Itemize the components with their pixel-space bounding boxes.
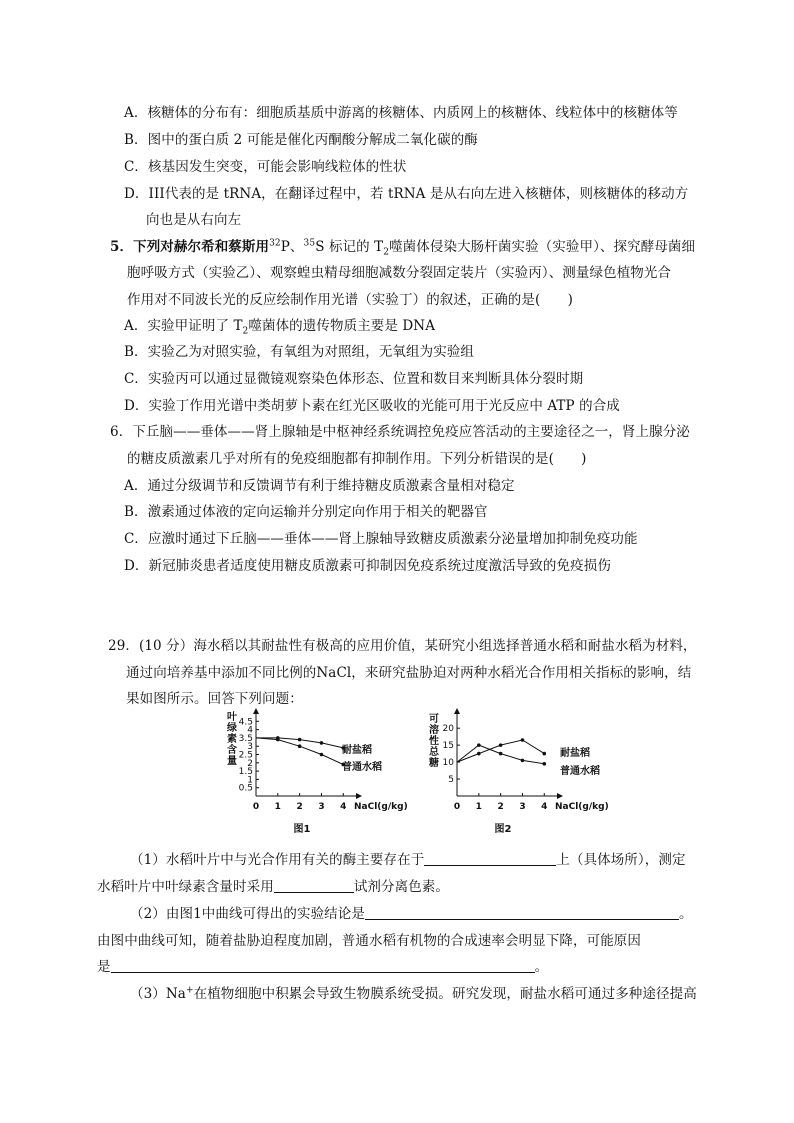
- data-point: [542, 762, 546, 766]
- q6-stem-line1: 6．下丘脑——垂体——肾上腺轴是中枢神经系统调控免疫应答活动的主要途径之一，肾上腺分泌: [110, 424, 690, 440]
- y-tick-label: 3.5: [238, 733, 253, 744]
- q29-part2-line1: [130, 904, 693, 924]
- q6-option-b: B．激素通过体液的定向运输并分别定向作用于相关的靶器官: [124, 504, 488, 520]
- data-point: [521, 738, 525, 742]
- q29-part1-c: 水稻叶片中叶绿素含量时采用: [97, 879, 274, 895]
- q6-option-c: C．应激时通过下丘脑——垂体——肾上腺轴导致糖皮质激素分泌量增加抑制免疫功能: [124, 531, 638, 547]
- x-tick-label: 2: [497, 802, 504, 812]
- q5-stem-b: P、: [280, 239, 304, 255]
- y-axis-label-char: 总: [429, 747, 439, 758]
- y-axis-label-char: 绿: [227, 723, 237, 734]
- q29-part1-d: 试剂分离色素。: [353, 879, 450, 895]
- q5-option-a-text: A．实验甲证明了 T: [124, 318, 243, 334]
- x-axis-label: NaCl(g/kg): [354, 802, 408, 812]
- y-axis-arrow: [253, 708, 259, 714]
- q4-option-d: D．III代表的是 tRNA，在翻译过程中，若 tRNA 是从右向左进入核糖体，则核糖体的移动方: [124, 186, 689, 202]
- sodium-charge-sup: +: [185, 985, 194, 996]
- q29-stem-line3: 果如图所示。回答下列问题：: [126, 691, 303, 707]
- q29-part2-e: 。: [534, 959, 549, 975]
- data-point: [477, 743, 481, 747]
- q4-option-a: A．核糖体的分布有：细胞质基质中游离的核糖体、内质网上的核糖体、线粒体中的核糖体等: [124, 105, 678, 121]
- answer-blank-4[interactable]: [111, 958, 535, 973]
- x-tick-label: 3: [519, 802, 526, 812]
- x-tick-label: 1: [274, 802, 281, 812]
- y-tick-label: 4: [247, 725, 253, 736]
- q29-part3-a: （3）Na: [130, 986, 186, 1002]
- q29-part1-line2: [97, 877, 449, 897]
- y-axis-arrow: [454, 708, 460, 714]
- q4-option-b: B．图中的蛋白质 2 可能是催化丙酮酸分解成二氧化碳的酶: [124, 132, 478, 148]
- y-tick-label: 5: [448, 775, 454, 786]
- series-label: 普通水稻: [342, 762, 382, 773]
- series-label: 普通水稻: [560, 766, 600, 777]
- y-axis-label-char: 素: [227, 734, 237, 745]
- q29-part1-b: 上（具体场所），测定: [556, 852, 686, 868]
- y-axis-label-char: 叶: [227, 712, 237, 723]
- answer-blank-1[interactable]: [424, 851, 556, 866]
- q29-part1-line1: [130, 850, 686, 870]
- q4-option-c: C．核基因发生突变，可能会影响线粒体的性状: [124, 159, 407, 175]
- series-line: [457, 740, 544, 762]
- q29-part3-b: 在植物细胞中积累会导致生物膜系统受损。研究发现，耐盐水稻可通过多种途径提高: [193, 986, 697, 1002]
- q29-stem-line2: 通过向培养基中添加不同比例的NaCl，来研究盐胁迫对两种水稻光合作用相关指标的影响，结: [126, 665, 692, 681]
- y-axis-label-char: 糖: [429, 758, 439, 769]
- y-tick-label: 0.5: [238, 783, 253, 794]
- figure-1-chart: [218, 708, 430, 838]
- data-point: [298, 738, 302, 742]
- series-label: 耐盐稻: [560, 748, 590, 759]
- q5-stem-c: S 标记的 T: [315, 239, 384, 255]
- data-point: [499, 743, 503, 747]
- figure-caption: 图1: [293, 824, 311, 835]
- x-tick-label: 0: [453, 802, 461, 812]
- figure-2-chart: [420, 708, 610, 838]
- q5-stem-d: 噬菌体侵染大肠杆菌实验（实验甲）、探究酵母菌细: [389, 239, 696, 255]
- y-tick-label: 1: [247, 775, 253, 786]
- q5-option-a: [124, 316, 435, 336]
- q29-part2-line2: 由图中曲线可知，随着盐胁迫程度加剧，普通水稻有机物的合成速率会明显下降，可能原因: [97, 933, 641, 949]
- answer-blank-2[interactable]: [274, 878, 354, 893]
- y-tick-label: 1.5: [238, 767, 253, 778]
- y-tick-label: 10: [442, 758, 454, 769]
- y-tick-label: 15: [442, 741, 454, 752]
- data-point: [298, 744, 302, 748]
- y-tick-label: 2: [247, 758, 253, 769]
- x-tick-label: 2: [296, 802, 303, 812]
- data-point: [276, 738, 280, 742]
- q29-part2-b: 。: [678, 906, 693, 922]
- data-point: [320, 741, 324, 745]
- q5-stem-line3: 作用对不同波长光的反应绘制作用光谱（实验丁）的叙述，正确的是( ): [127, 292, 573, 308]
- q5-option-a-sub: 2: [242, 326, 249, 337]
- y-axis-label-char: 量: [227, 756, 237, 767]
- x-axis-label: NaCl(g/kg): [555, 802, 609, 812]
- series-line: [256, 738, 343, 765]
- q29-stem-line1: 29．(10 分）海水稻以其耐盐性有极高的应用价值，某研究小组选择普通水稻和耐盐水稻为材料，: [108, 638, 697, 654]
- isotope-35: 35: [303, 238, 316, 249]
- q4-option-d-cont: 向也是从右向左: [146, 212, 242, 228]
- q5-stem-line2: 胞呼吸方式（实验乙）、观察蝗虫精母细胞减数分裂固定装片（实验丙）、测量绿色植物光合: [127, 265, 672, 281]
- y-tick-label: 20: [442, 724, 454, 735]
- isotope-32: 32: [269, 238, 281, 249]
- data-point: [521, 759, 525, 763]
- figure-caption: 图2: [494, 824, 512, 835]
- q5-option-a-text2: 噬菌体的遗传物质主要是 DNA: [248, 318, 436, 334]
- q5-option-b: B．实验乙为对照实验，有氧组为对照组，无氧组为实验组: [124, 344, 475, 360]
- series-label: 耐盐稻: [342, 745, 372, 756]
- q29-part2-a: （2）由图1中曲线可得出的实验结论是: [130, 906, 365, 922]
- q29-part1-a: （1）水稻叶片中与光合作用有关的酶主要存在于: [130, 852, 425, 868]
- y-axis-label-char: 性: [429, 736, 439, 747]
- y-axis-label-char: 溶: [429, 725, 439, 736]
- x-axis-arrow: [356, 793, 362, 799]
- data-point: [542, 752, 546, 756]
- y-axis-label-char: 可: [429, 714, 439, 725]
- y-axis-label-char: 含: [227, 745, 237, 756]
- data-point: [477, 752, 481, 756]
- q6-option-d: D．新冠肺炎患者适度使用糖皮质激素可抑制因免疫系统过度激活导致的免疫损伤: [124, 558, 611, 574]
- x-tick-label: 3: [318, 802, 325, 812]
- q29-part3-line1: [130, 984, 697, 1004]
- x-tick-label: 0: [252, 802, 260, 812]
- y-tick-label: 2.5: [238, 750, 253, 761]
- q29-part2-d: 是: [97, 959, 111, 975]
- data-point: [499, 752, 503, 756]
- q5-stem-a: 5．下列对赫尔希和蔡斯用: [110, 239, 270, 255]
- q5-sub-2: 2: [383, 247, 390, 258]
- x-axis-arrow: [557, 793, 563, 799]
- q29-part2-line3: [97, 957, 548, 977]
- x-tick-label: 4: [340, 802, 347, 812]
- data-point: [320, 753, 324, 757]
- x-tick-label: 1: [475, 802, 482, 812]
- y-tick-label: 3: [247, 742, 253, 753]
- q5-option-d: D．实验丁作用光谱中类胡萝卜素在红光区吸收的光能可用于光反应中 ATP 的合成: [124, 398, 620, 414]
- x-tick-label: 4: [541, 802, 548, 812]
- y-tick-label: 4.5: [238, 717, 253, 728]
- q6-option-a: A．通过分级调节和反馈调节有利于维持糖皮质激素含量相对稳定: [124, 478, 515, 494]
- q5-option-c: C．实验丙可以通过显微镜观察染色体形态、位置和数目来判断具体分裂时期: [124, 371, 584, 387]
- answer-blank-3[interactable]: [365, 905, 679, 920]
- q5-stem-line1: [110, 237, 695, 257]
- q6-stem-line2: 的糖皮质激素几乎对所有的免疫细胞都有抑制作用。下列分析错误的是( ): [127, 451, 587, 467]
